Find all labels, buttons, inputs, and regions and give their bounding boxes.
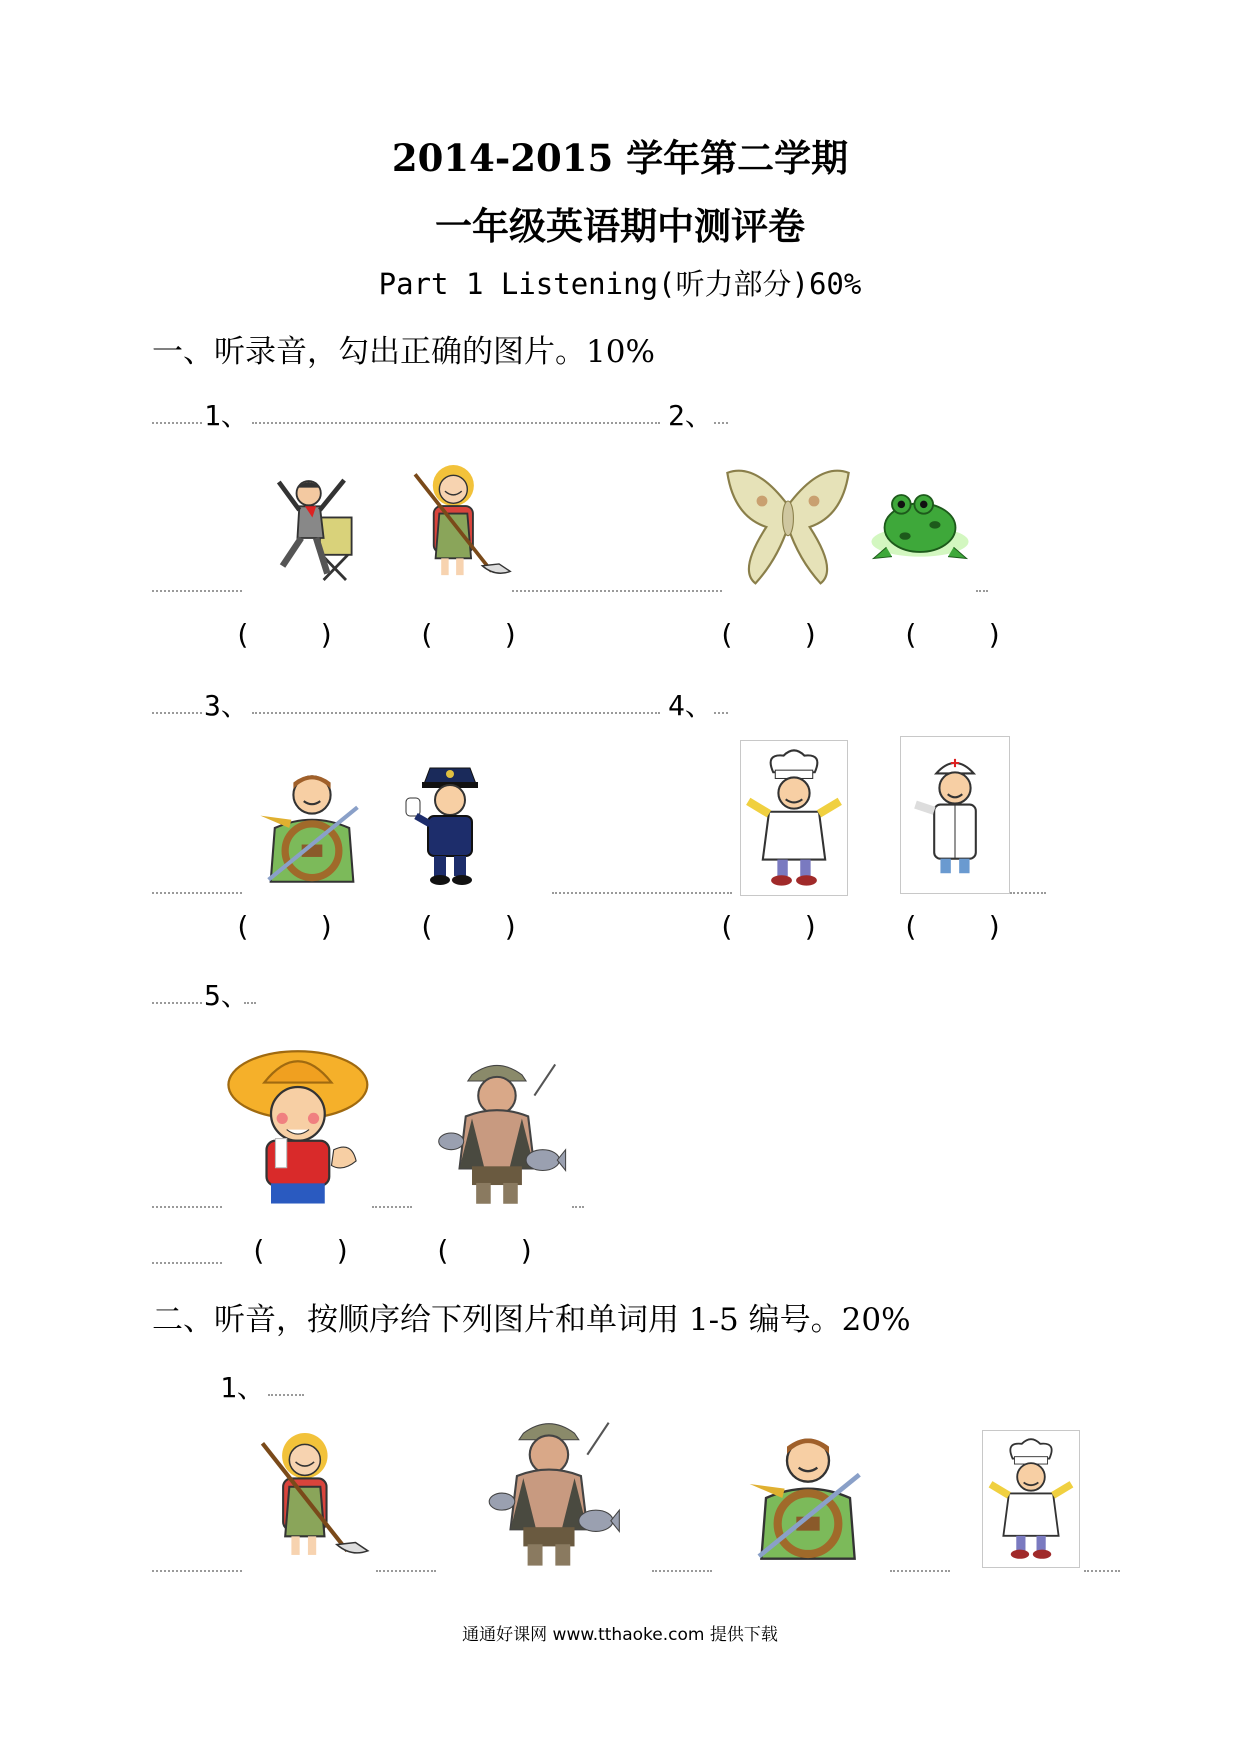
picture-frame [740, 740, 848, 896]
dotted-line [152, 590, 242, 592]
question-label: 2、 [668, 399, 713, 432]
question-label: 5、 [204, 979, 249, 1012]
dotted-line [152, 1206, 222, 1208]
dotted-line [512, 590, 722, 592]
dotted-line [572, 1206, 584, 1208]
picture-frame [982, 1430, 1080, 1568]
answer-blank[interactable]: ( ) [902, 910, 1004, 943]
dotted-line [152, 1002, 202, 1004]
answer-blank[interactable]: ( ) [718, 618, 820, 651]
dotted-line [1084, 1570, 1120, 1572]
dotted-line [152, 1570, 242, 1572]
cook-icon [985, 1434, 1077, 1564]
driver-icon [250, 766, 374, 890]
dotted-line [268, 1394, 304, 1396]
answer-blank[interactable]: ( ) [234, 618, 336, 651]
question-label: 4、 [668, 689, 713, 722]
dotted-line [714, 422, 728, 424]
dotted-line [152, 1262, 222, 1264]
dotted-line [244, 1002, 256, 1004]
cook-icon [742, 743, 846, 893]
doctor-icon [903, 740, 1007, 890]
answer-blank[interactable]: ( ) [902, 618, 1004, 651]
dotted-line [152, 422, 202, 424]
section2-heading: 二、听音，按顺序给下列图片和单词用 1-5 编号。20% [152, 1302, 911, 1338]
fisherman-icon [468, 1412, 632, 1572]
page-footer: 通通好课网 www.tthaoke.com 提供下载 [462, 1625, 778, 1645]
answer-blank[interactable]: ( ) [418, 618, 520, 651]
question-label: 1、 [204, 399, 249, 432]
dotted-line [976, 590, 988, 592]
answer-blank[interactable]: ( ) [250, 1234, 352, 1267]
dotted-line [252, 712, 660, 714]
dotted-line [1010, 892, 1046, 894]
fisherman-icon [418, 1054, 578, 1210]
dotted-line [152, 892, 242, 894]
moth-icon [722, 462, 854, 592]
question-label: 3、 [204, 689, 249, 722]
picture-frame [900, 736, 1010, 894]
cleaner-girl-icon [402, 452, 514, 590]
question-label: 1、 [220, 1371, 265, 1404]
answer-blank[interactable]: ( ) [234, 910, 336, 943]
answer-blank[interactable]: ( ) [434, 1234, 536, 1267]
policeman-icon [400, 758, 500, 888]
frog-icon [864, 476, 976, 570]
page-title: 2014-2015 学年第二学期 [391, 136, 849, 180]
section1-heading: 一、听录音，勾出正确的图片。10% [152, 334, 655, 370]
dotted-line [652, 1570, 712, 1572]
cleaner-girl-icon [248, 1420, 372, 1570]
dotted-line [890, 1570, 950, 1572]
dotted-line [714, 712, 728, 714]
page-subtitle: 一年级英语期中测评卷 [435, 204, 805, 248]
answer-blank[interactable]: ( ) [718, 910, 820, 943]
driver-icon [738, 1428, 878, 1568]
dotted-line [552, 892, 732, 894]
dotted-line [252, 422, 660, 424]
happy-man-icon [262, 462, 374, 586]
dotted-line [152, 712, 202, 714]
dotted-line [376, 1570, 436, 1572]
answer-blank[interactable]: ( ) [418, 910, 520, 943]
farmer-icon [226, 1040, 372, 1208]
dotted-line [372, 1206, 412, 1208]
part-title: Part 1 Listening(听力部分)60% [378, 267, 862, 301]
